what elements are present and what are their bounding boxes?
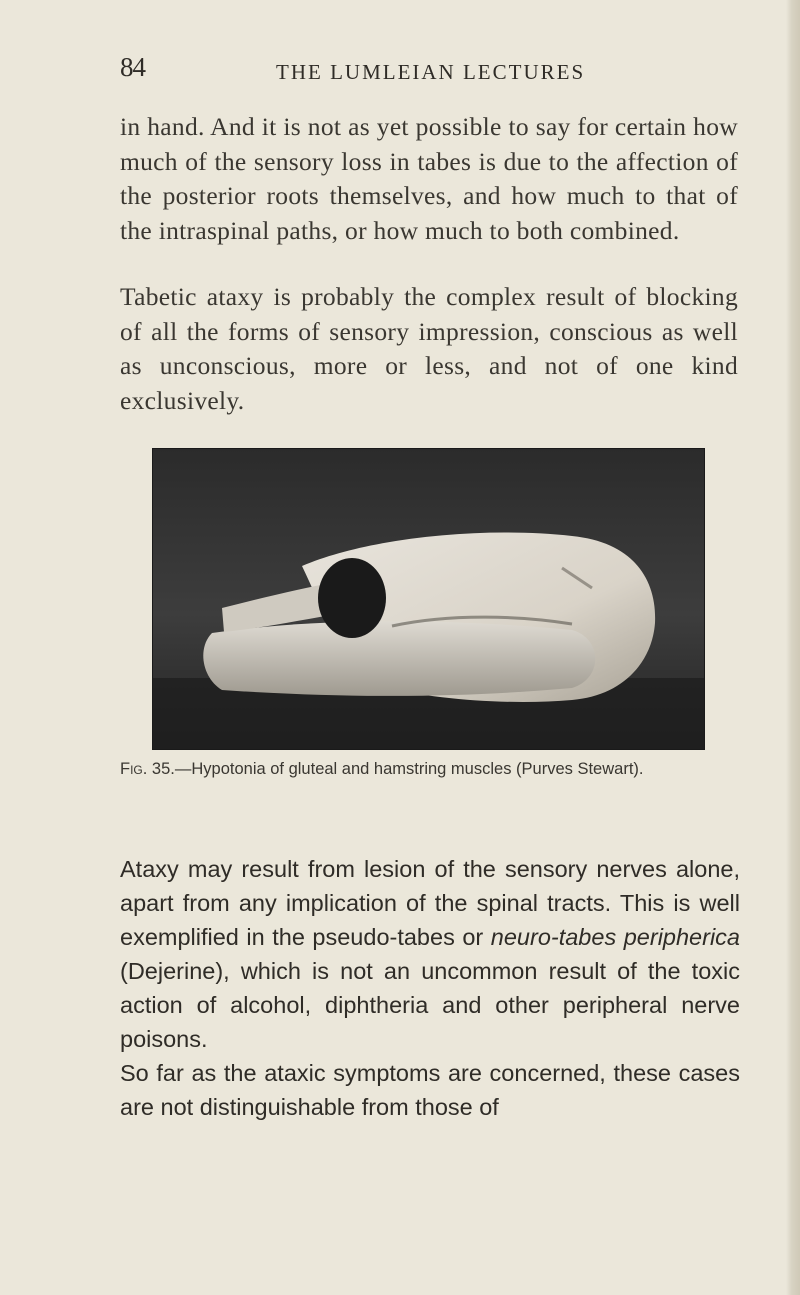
paragraph-text-part: Ataxy may result from lesion of the sensory nerves alone, apart from any implication of the spinal tracts. This is well exemplified in the pseudo-tabes or: [120, 856, 740, 950]
photo-legs: [203, 621, 595, 696]
figure-caption: [120, 758, 740, 780]
figure-photograph: [152, 448, 705, 750]
running-head: THE LUMLEIAN LECTURES: [276, 60, 586, 84]
figure-caption-text: —Hypotonia of gluteal and hamstring muscles (Purves Stewart).: [174, 760, 644, 778]
paragraph-sensory-loss: in hand. And it is not as yet possible to say for certain how much of the sensory loss in tabes is due to the affection of the posterior roots themselves, and how much to that of the intraspinal paths, or how much to both combined.: [120, 112, 738, 245]
paragraph-text-part: (Dejerine), which is not an uncommon result of the toxic action of alcohol, diphtheria and other peripheral nerve poisons.: [120, 958, 740, 1052]
body-text: [120, 852, 740, 1124]
italic-term: neuro-tabes peripherica: [490, 924, 740, 950]
paragraph-ataxy-sensory: [120, 852, 740, 1056]
paragraph-tabetic-ataxy: Tabetic ataxy is probably the complex result of blocking of all the forms of sensory impression, conscious as well as unconscious, more or less, and not of one kind exclusively.: [120, 282, 738, 415]
figure-label: Fig. 35.: [120, 760, 175, 778]
photo-head: [318, 558, 386, 638]
paragraph-ataxic-symptoms: So far as the ataxic symptoms are concerned, these cases are not distinguishable from those of: [120, 1060, 740, 1120]
page-number: 84: [120, 52, 145, 82]
page-header: [108, 52, 708, 92]
hypotonia-photo: [152, 448, 705, 750]
page-edge-shadow: [786, 0, 800, 1295]
